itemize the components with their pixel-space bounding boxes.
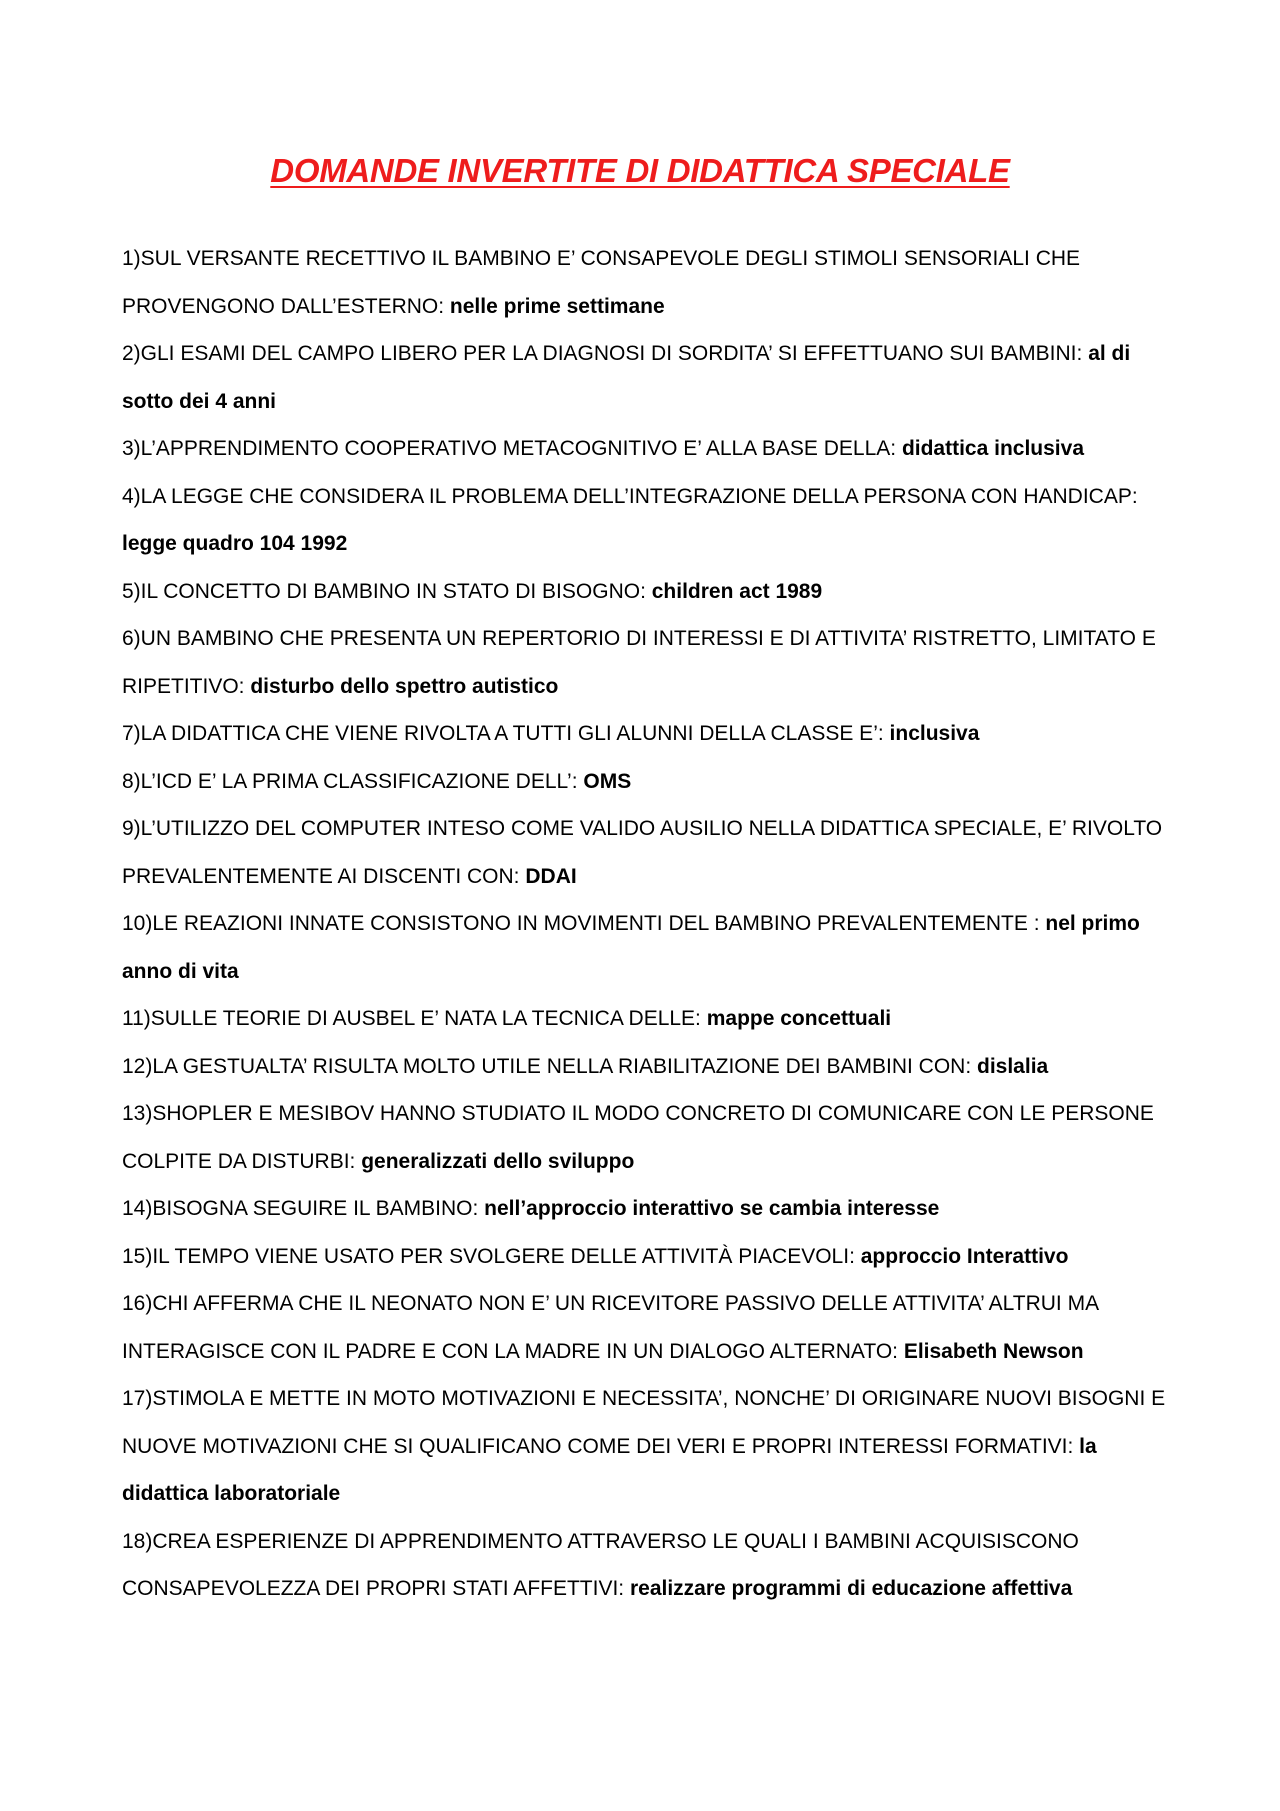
question-text: 1)SUL VERSANTE RECETTIVO IL BAMBINO E’ CONSAPEVOLE DEGLI STIMOLI SENSORIALI CHE PROVENGONO DALL’ESTERNO:	[122, 247, 1081, 318]
question-text: 10)LE REAZIONI INNATE CONSISTONO IN MOVIMENTI DEL BAMBINO PREVALENTEMENTE :	[122, 912, 1046, 935]
question-answer: nel primo anno di vita	[122, 912, 1140, 983]
question-answer: nelle prime settimane	[449, 294, 665, 318]
question-item	[122, 1090, 1182, 1185]
question-item	[122, 900, 1182, 995]
question-answer: didattica inclusiva	[901, 437, 1084, 460]
question-text: 11)SULLE TEORIE DI AUSBEL E’ NATA LA TECNICA DELLE:	[122, 1007, 707, 1030]
question-text: 12)LA GESTUALTA’ RISULTA MOLTO UTILE NELLA RIABILITAZIONE DEI BAMBINI CON:	[122, 1054, 977, 1078]
question-text: 14)BISOGNA SEGUIRE IL BAMBINO:	[122, 1197, 485, 1220]
question-answer: nell’approccio interattivo se cambia interesse	[484, 1197, 940, 1220]
question-text: 3)L’APPRENDIMENTO COOPERATIVO METACOGNITIVO E’ ALLA BASE DELLA:	[122, 437, 902, 460]
question-text: 7)LA DIDATTICA CHE VIENE RIVOLTA A TUTTI GLI ALUNNI DELLA CLASSE E’:	[122, 722, 890, 745]
question-item	[122, 758, 1182, 806]
question-text: 18)CREA ESPERIENZE DI APPRENDIMENTO ATTRAVERSO LE QUALI I BAMBINI ACQUISISCONO CONSAPEVOLEZZA DEI PROPRI STATI AFFETTIVI:	[122, 1529, 1079, 1600]
question-answer: realizzare programmi di educazione affettiva	[629, 1577, 1073, 1600]
question-answer: inclusiva	[889, 722, 980, 745]
question-item	[122, 425, 1182, 473]
question-answer: Elisabeth Newson	[903, 1339, 1084, 1363]
question-text: 13)SHOPLER E MESIBOV HANNO STUDIATO IL MODO CONCRETO DI COMUNICARE CON LE PERSONE COLPITE DA DISTURBI:	[122, 1102, 1154, 1173]
question-text: 4)LA LEGGE CHE CONSIDERA IL PROBLEMA DELL’INTEGRAZIONE DELLA PERSONA CON HANDICAP:	[122, 484, 1138, 508]
question-answer: legge quadro 104 1992	[122, 532, 348, 555]
question-item	[122, 1043, 1182, 1091]
question-item	[122, 710, 1182, 758]
question-answer: al di sotto dei 4 anni	[122, 342, 1131, 413]
question-answer: mappe concettuali	[706, 1007, 892, 1030]
question-item	[122, 1185, 1182, 1233]
question-text: 6)UN BAMBINO CHE PRESENTA UN REPERTORIO DI INTERESSI E DI ATTIVITA’ RISTRETTO, LIMITATO E RIPETITIVO:	[122, 627, 1156, 698]
question-item	[122, 1280, 1182, 1375]
question-text: 2)GLI ESAMI DEL CAMPO LIBERO PER LA DIAGNOSI DI SORDITA’ SI EFFETTUANO SUI BAMBINI:	[122, 342, 1089, 365]
question-answer: children act 1989	[651, 579, 823, 603]
question-item	[122, 1375, 1182, 1518]
question-text: 16)CHI AFFERMA CHE IL NEONATO NON E’ UN RICEVITORE PASSIVO DELLE ATTIVITA’ ALTRUI MA INTERAGISCE CON IL PADRE E CON LA MADRE IN UN DIALOGO ALTERNATO:	[122, 1292, 1098, 1363]
question-text: 15)IL TEMPO VIENE USATO PER SVOLGERE DELLE ATTIVITÀ PIACEVOLI:	[122, 1244, 861, 1268]
question-text: 8)L’ICD E’ LA PRIMA CLASSIFICAZIONE DELL’:	[122, 769, 584, 793]
question-item	[122, 615, 1182, 710]
question-item	[122, 995, 1182, 1043]
question-item	[122, 1518, 1182, 1613]
question-item	[122, 805, 1182, 900]
question-text: 9)L’UTILIZZO DEL COMPUTER INTESO COME VALIDO AUSILIO NELLA DIDATTICA SPECIALE, E’ RIVOLTO PREVALENTEMENTE AI DISCENTI CON:	[122, 817, 1163, 888]
question-item	[122, 330, 1182, 425]
question-answer: OMS	[583, 769, 632, 793]
question-answer: disturbo dello spettro autistico	[250, 674, 559, 698]
question-item	[122, 568, 1182, 616]
question-item	[122, 235, 1182, 330]
question-answer: dislalia	[977, 1054, 1049, 1078]
question-answer: approccio Interattivo	[860, 1244, 1069, 1268]
question-answer: la didattica laboratoriale	[122, 1434, 1097, 1505]
question-answer: DDAI	[525, 864, 577, 888]
question-item	[122, 1233, 1182, 1281]
question-list	[122, 235, 1182, 1613]
document-title: DOMANDE INVERTITE DI DIDATTICA SPECIALE	[270, 152, 1010, 189]
question-text: 5)IL CONCETTO DI BAMBINO IN STATO DI BISOGNO:	[122, 579, 652, 603]
question-item	[122, 473, 1182, 568]
question-text: 17)STIMOLA E METTE IN MOTO MOTIVAZIONI E NECESSITA’, NONCHE’ DI ORIGINARE NUOVI BISOGNI E NUOVE MOTIVAZIONI CHE SI QUALIFICANO COME DEI VERI E PROPRI INTERESSI FORMATIVI:	[122, 1387, 1166, 1458]
question-answer: generalizzati dello sviluppo	[361, 1149, 635, 1173]
